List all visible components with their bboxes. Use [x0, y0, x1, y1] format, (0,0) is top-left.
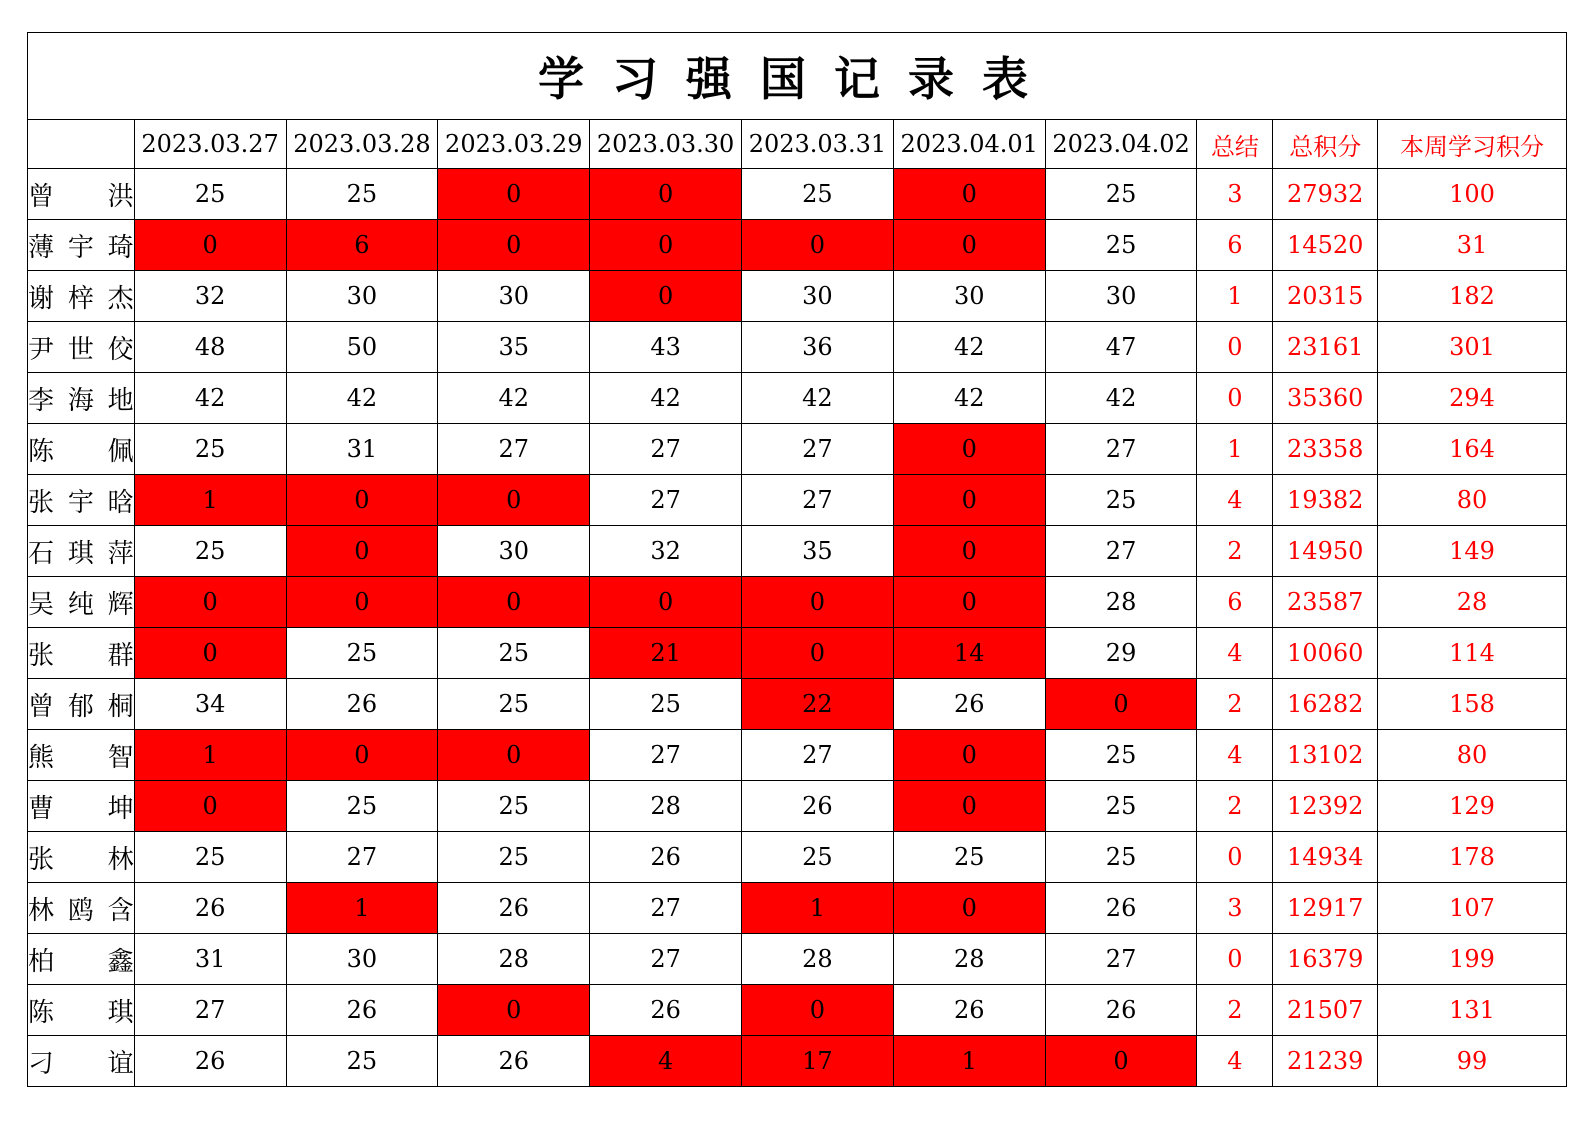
summary-cell: 4	[1197, 475, 1273, 526]
daily-score-cell: 26	[1045, 883, 1197, 934]
daily-score-cell: 1	[286, 883, 438, 934]
daily-score-cell: 25	[134, 424, 286, 475]
daily-score-cell: 26	[893, 679, 1045, 730]
weekly-score-cell: 99	[1378, 1036, 1567, 1087]
table-row	[28, 679, 1567, 730]
daily-score-cell: 30	[742, 271, 894, 322]
weekly-score-cell: 149	[1378, 526, 1567, 577]
daily-score-cell: 27	[590, 424, 742, 475]
daily-score-cell: 0	[590, 271, 742, 322]
weekly-score-cell: 182	[1378, 271, 1567, 322]
daily-score-cell: 25	[590, 679, 742, 730]
daily-score-cell: 25	[742, 832, 894, 883]
person-name: 曾郁桐	[28, 679, 135, 730]
total-score-cell: 23358	[1273, 424, 1378, 475]
daily-score-cell: 30	[286, 271, 438, 322]
summary-cell: 2	[1197, 526, 1273, 577]
daily-score-cell: 31	[286, 424, 438, 475]
daily-score-cell: 0	[742, 220, 894, 271]
person-name: 谢梓杰	[28, 271, 135, 322]
total-score-cell: 21507	[1273, 985, 1378, 1036]
daily-score-cell: 0	[893, 169, 1045, 220]
daily-score-cell: 0	[438, 169, 590, 220]
weekly-score-cell: 80	[1378, 730, 1567, 781]
daily-score-cell: 1	[134, 730, 286, 781]
header-date: 2023.04.01	[893, 120, 1045, 169]
header-date: 2023.03.27	[134, 120, 286, 169]
daily-score-cell: 25	[286, 628, 438, 679]
daily-score-cell: 0	[286, 730, 438, 781]
daily-score-cell: 35	[438, 322, 590, 373]
daily-score-cell: 25	[438, 628, 590, 679]
daily-score-cell: 0	[590, 577, 742, 628]
header-row	[28, 120, 1567, 169]
daily-score-cell: 42	[438, 373, 590, 424]
person-name: 陈琪	[28, 985, 135, 1036]
daily-score-cell: 0	[1045, 1036, 1197, 1087]
table-row	[28, 322, 1567, 373]
daily-score-cell: 42	[134, 373, 286, 424]
summary-cell: 1	[1197, 424, 1273, 475]
header-date: 2023.03.29	[438, 120, 590, 169]
table-row	[28, 781, 1567, 832]
summary-cell: 4	[1197, 730, 1273, 781]
study-record-table	[27, 32, 1567, 1087]
summary-cell: 2	[1197, 985, 1273, 1036]
summary-cell: 0	[1197, 322, 1273, 373]
daily-score-cell: 28	[893, 934, 1045, 985]
table-row	[28, 373, 1567, 424]
table-row	[28, 985, 1567, 1036]
daily-score-cell: 25	[438, 832, 590, 883]
daily-score-cell: 42	[742, 373, 894, 424]
total-score-cell: 35360	[1273, 373, 1378, 424]
daily-score-cell: 27	[1045, 424, 1197, 475]
daily-score-cell: 0	[438, 730, 590, 781]
table-row	[28, 883, 1567, 934]
daily-score-cell: 36	[742, 322, 894, 373]
daily-score-cell: 27	[590, 883, 742, 934]
person-name: 李海地	[28, 373, 135, 424]
daily-score-cell: 28	[590, 781, 742, 832]
total-score-cell: 23161	[1273, 322, 1378, 373]
daily-score-cell: 27	[742, 475, 894, 526]
daily-score-cell: 0	[438, 577, 590, 628]
person-name: 曹坤	[28, 781, 135, 832]
table-row	[28, 526, 1567, 577]
daily-score-cell: 27	[1045, 526, 1197, 577]
daily-score-cell: 0	[438, 985, 590, 1036]
daily-score-cell: 42	[1045, 373, 1197, 424]
daily-score-cell: 0	[893, 730, 1045, 781]
daily-score-cell: 42	[893, 373, 1045, 424]
total-score-cell: 10060	[1273, 628, 1378, 679]
daily-score-cell: 27	[590, 730, 742, 781]
summary-cell: 4	[1197, 1036, 1273, 1087]
daily-score-cell: 35	[742, 526, 894, 577]
total-score-cell: 13102	[1273, 730, 1378, 781]
weekly-score-cell: 164	[1378, 424, 1567, 475]
daily-score-cell: 25	[286, 169, 438, 220]
daily-score-cell: 26	[1045, 985, 1197, 1036]
daily-score-cell: 25	[134, 169, 286, 220]
weekly-score-cell: 158	[1378, 679, 1567, 730]
weekly-score-cell: 178	[1378, 832, 1567, 883]
daily-score-cell: 27	[742, 424, 894, 475]
person-name: 林鸥含	[28, 883, 135, 934]
weekly-score-cell: 80	[1378, 475, 1567, 526]
header-date: 2023.04.02	[1045, 120, 1197, 169]
table-row	[28, 730, 1567, 781]
summary-cell: 3	[1197, 883, 1273, 934]
daily-score-cell: 0	[134, 220, 286, 271]
daily-score-cell: 0	[893, 475, 1045, 526]
daily-score-cell: 26	[134, 883, 286, 934]
person-name: 陈佩	[28, 424, 135, 475]
daily-score-cell: 47	[1045, 322, 1197, 373]
daily-score-cell: 42	[893, 322, 1045, 373]
daily-score-cell: 21	[590, 628, 742, 679]
summary-cell: 4	[1197, 628, 1273, 679]
title-row	[28, 33, 1567, 120]
person-name: 熊智	[28, 730, 135, 781]
person-name: 曾洪	[28, 169, 135, 220]
table-row	[28, 220, 1567, 271]
daily-score-cell: 0	[134, 577, 286, 628]
daily-score-cell: 25	[1045, 475, 1197, 526]
daily-score-cell: 27	[590, 934, 742, 985]
daily-score-cell: 26	[286, 985, 438, 1036]
table-row	[28, 577, 1567, 628]
daily-score-cell: 26	[742, 781, 894, 832]
daily-score-cell: 25	[1045, 220, 1197, 271]
summary-cell: 2	[1197, 679, 1273, 730]
weekly-score-cell: 28	[1378, 577, 1567, 628]
table-row	[28, 934, 1567, 985]
daily-score-cell: 0	[893, 577, 1045, 628]
table-row	[28, 475, 1567, 526]
daily-score-cell: 25	[742, 169, 894, 220]
header-weekly-score: 本周学习积分	[1378, 120, 1567, 169]
person-name: 刁谊	[28, 1036, 135, 1087]
daily-score-cell: 25	[1045, 169, 1197, 220]
daily-score-cell: 4	[590, 1036, 742, 1087]
daily-score-cell: 0	[286, 526, 438, 577]
person-name: 张群	[28, 628, 135, 679]
person-name: 尹世佼	[28, 322, 135, 373]
daily-score-cell: 25	[134, 526, 286, 577]
daily-score-cell: 1	[893, 1036, 1045, 1087]
total-score-cell: 12917	[1273, 883, 1378, 934]
daily-score-cell: 22	[742, 679, 894, 730]
daily-score-cell: 27	[438, 424, 590, 475]
daily-score-cell: 0	[1045, 679, 1197, 730]
daily-score-cell: 29	[1045, 628, 1197, 679]
total-score-cell: 16282	[1273, 679, 1378, 730]
person-name: 薄宇琦	[28, 220, 135, 271]
weekly-score-cell: 114	[1378, 628, 1567, 679]
daily-score-cell: 25	[438, 781, 590, 832]
daily-score-cell: 0	[438, 475, 590, 526]
summary-cell: 6	[1197, 220, 1273, 271]
daily-score-cell: 0	[134, 628, 286, 679]
daily-score-cell: 26	[438, 1036, 590, 1087]
total-score-cell: 16379	[1273, 934, 1378, 985]
daily-score-cell: 31	[134, 934, 286, 985]
daily-score-cell: 25	[1045, 832, 1197, 883]
daily-score-cell: 48	[134, 322, 286, 373]
daily-score-cell: 30	[438, 271, 590, 322]
daily-score-cell: 0	[893, 883, 1045, 934]
daily-score-cell: 30	[1045, 271, 1197, 322]
header-date: 2023.03.31	[742, 120, 894, 169]
daily-score-cell: 0	[893, 220, 1045, 271]
weekly-score-cell: 199	[1378, 934, 1567, 985]
daily-score-cell: 27	[742, 730, 894, 781]
daily-score-cell: 25	[893, 832, 1045, 883]
daily-score-cell: 0	[893, 781, 1045, 832]
total-score-cell: 14520	[1273, 220, 1378, 271]
daily-score-cell: 32	[134, 271, 286, 322]
header-date: 2023.03.30	[590, 120, 742, 169]
daily-score-cell: 26	[134, 1036, 286, 1087]
daily-score-cell: 0	[590, 220, 742, 271]
weekly-score-cell: 129	[1378, 781, 1567, 832]
total-score-cell: 20315	[1273, 271, 1378, 322]
daily-score-cell: 32	[590, 526, 742, 577]
daily-score-cell: 30	[438, 526, 590, 577]
header-name	[28, 120, 135, 169]
total-score-cell: 14950	[1273, 526, 1378, 577]
daily-score-cell: 43	[590, 322, 742, 373]
person-name: 石琪萍	[28, 526, 135, 577]
daily-score-cell: 0	[134, 781, 286, 832]
total-score-cell: 12392	[1273, 781, 1378, 832]
table-row	[28, 628, 1567, 679]
daily-score-cell: 27	[590, 475, 742, 526]
weekly-score-cell: 107	[1378, 883, 1567, 934]
summary-cell: 2	[1197, 781, 1273, 832]
weekly-score-cell: 294	[1378, 373, 1567, 424]
daily-score-cell: 26	[438, 883, 590, 934]
daily-score-cell: 30	[286, 934, 438, 985]
daily-score-cell: 30	[893, 271, 1045, 322]
table-row	[28, 271, 1567, 322]
daily-score-cell: 28	[1045, 577, 1197, 628]
weekly-score-cell: 100	[1378, 169, 1567, 220]
daily-score-cell: 25	[286, 781, 438, 832]
summary-cell: 6	[1197, 577, 1273, 628]
header-date: 2023.03.28	[286, 120, 438, 169]
weekly-score-cell: 131	[1378, 985, 1567, 1036]
daily-score-cell: 1	[742, 883, 894, 934]
daily-score-cell: 50	[286, 322, 438, 373]
daily-score-cell: 25	[134, 832, 286, 883]
daily-score-cell: 27	[1045, 934, 1197, 985]
daily-score-cell: 17	[742, 1036, 894, 1087]
daily-score-cell: 0	[893, 424, 1045, 475]
daily-score-cell: 25	[1045, 781, 1197, 832]
total-score-cell: 27932	[1273, 169, 1378, 220]
daily-score-cell: 0	[893, 526, 1045, 577]
daily-score-cell: 28	[438, 934, 590, 985]
person-name: 吴纯辉	[28, 577, 135, 628]
daily-score-cell: 14	[893, 628, 1045, 679]
summary-cell: 0	[1197, 934, 1273, 985]
daily-score-cell: 25	[286, 1036, 438, 1087]
daily-score-cell: 42	[286, 373, 438, 424]
table-row	[28, 169, 1567, 220]
table-row	[28, 1036, 1567, 1087]
person-name: 张林	[28, 832, 135, 883]
daily-score-cell: 27	[286, 832, 438, 883]
table-row	[28, 832, 1567, 883]
sheet-title: 学习强国记录表	[28, 33, 1567, 120]
daily-score-cell: 42	[590, 373, 742, 424]
person-name: 张宇晗	[28, 475, 135, 526]
total-score-cell: 23587	[1273, 577, 1378, 628]
daily-score-cell: 25	[438, 679, 590, 730]
weekly-score-cell: 31	[1378, 220, 1567, 271]
header-summary: 总结	[1197, 120, 1273, 169]
daily-score-cell: 26	[286, 679, 438, 730]
daily-score-cell: 0	[742, 628, 894, 679]
header-total-score: 总积分	[1273, 120, 1378, 169]
summary-cell: 0	[1197, 373, 1273, 424]
daily-score-cell: 6	[286, 220, 438, 271]
daily-score-cell: 26	[590, 832, 742, 883]
summary-cell: 0	[1197, 832, 1273, 883]
daily-score-cell: 26	[590, 985, 742, 1036]
daily-score-cell: 28	[742, 934, 894, 985]
daily-score-cell: 0	[590, 169, 742, 220]
table-row	[28, 424, 1567, 475]
total-score-cell: 21239	[1273, 1036, 1378, 1087]
total-score-cell: 19382	[1273, 475, 1378, 526]
daily-score-cell: 0	[742, 577, 894, 628]
daily-score-cell: 0	[438, 220, 590, 271]
daily-score-cell: 1	[134, 475, 286, 526]
daily-score-cell: 26	[893, 985, 1045, 1036]
total-score-cell: 14934	[1273, 832, 1378, 883]
daily-score-cell: 0	[286, 577, 438, 628]
daily-score-cell: 0	[286, 475, 438, 526]
daily-score-cell: 25	[1045, 730, 1197, 781]
daily-score-cell: 0	[742, 985, 894, 1036]
person-name: 柏鑫	[28, 934, 135, 985]
summary-cell: 3	[1197, 169, 1273, 220]
daily-score-cell: 27	[134, 985, 286, 1036]
weekly-score-cell: 301	[1378, 322, 1567, 373]
summary-cell: 1	[1197, 271, 1273, 322]
daily-score-cell: 34	[134, 679, 286, 730]
